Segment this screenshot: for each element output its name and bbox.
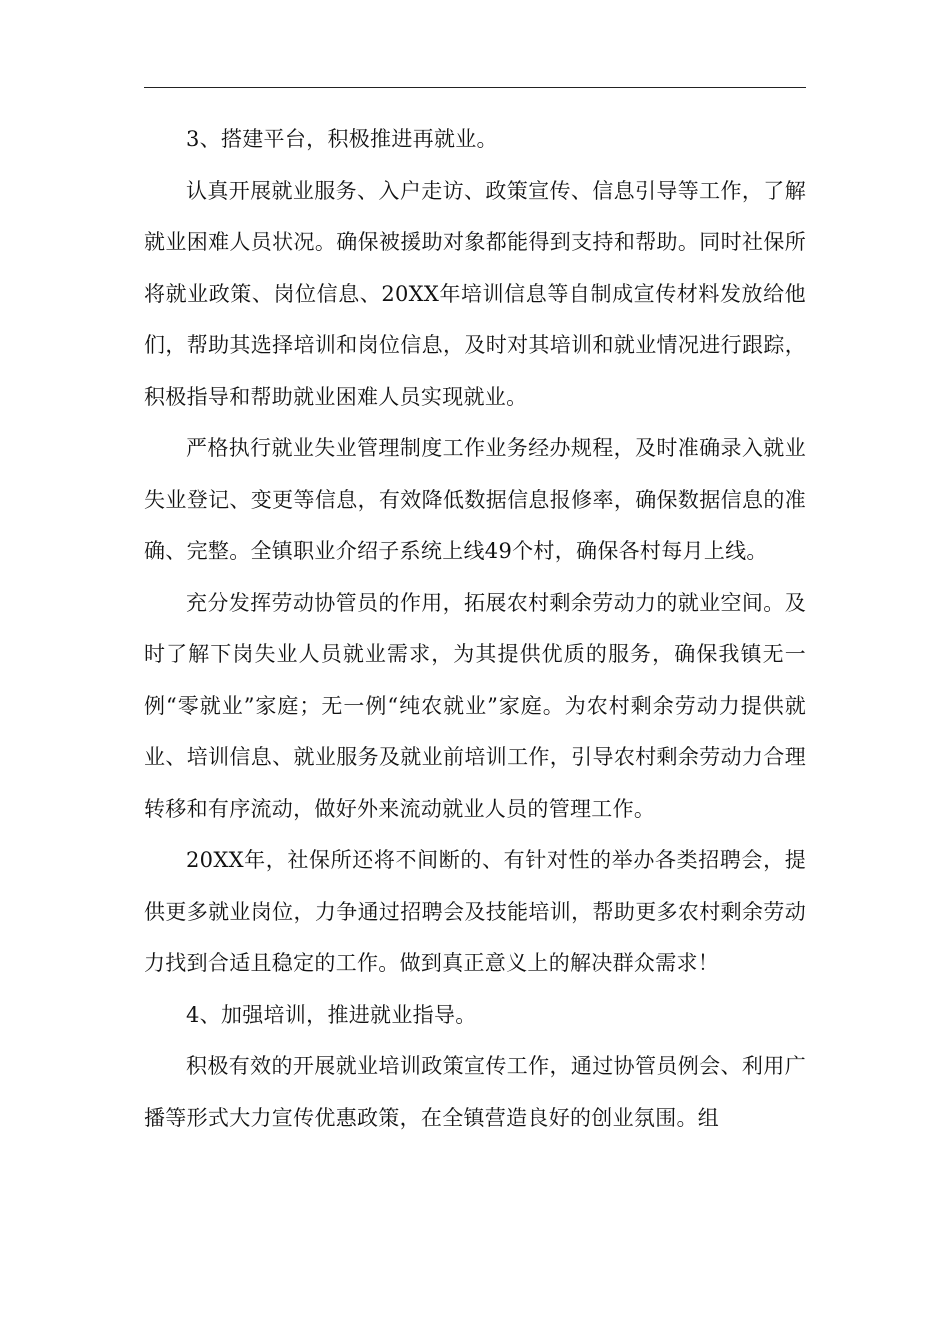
- section-heading-4: 4、加强培训，推进就业指导。: [186, 1002, 477, 1027]
- section-heading-3: 3、搭建平台，积极推进再就业。: [186, 127, 498, 151]
- paragraph-registration-management: 严格执行就业失业管理制度工作业务经办规程，及时准确录入就业失业登记、变更等信息，有效降低数据信息报修率，确保数据信息的准确、完整。全镇职业介绍子系统上线49个村，确保各村每月上线。: [144, 436, 806, 563]
- header-divider: [144, 87, 806, 88]
- paragraph-job-fairs: 20XX年，社保所还将不间断的、有针对性的举办各类招聘会，提供更多就业岗位，力争通过招聘会及技能培训，帮助更多农村剩余劳动力找到合适且稳定的工作。做到真正意义上的解决群众需求！: [144, 848, 806, 975]
- paragraph-labor-coordinators: 充分发挥劳动协管员的作用，拓展农村剩余劳动力的就业空间。及时了解下岗失业人员就业需求，为其提供优质的服务，确保我镇无一例“零就业”家庭；无一例“纯农就业”家庭。为农村剩余劳动力提供就业、培训信息、就业服务及就业前培训工作，引导农村剩余劳动力合理转移和有序流动，做好外来流动就业人员的管理工作。: [144, 590, 806, 821]
- paragraph-employment-services: 认真开展就业服务、入户走访、政策宣传、信息引导等工作，了解就业困难人员状况。确保被援助对象都能得到支持和帮助。同时社保所将就业政策、岗位信息、20XX年培训信息等自制成宣传材料发放给他们，帮助其选择培训和岗位信息，及时对其培训和就业情况进行跟踪，积极指导和帮助就业困难人员实现就业。: [144, 178, 806, 409]
- document-body: [144, 114, 806, 1144]
- paragraph-training-promotion: 积极有效的开展就业培训政策宣传工作，通过协管员例会、利用广播等形式大力宣传优惠政策，在全镇营造良好的创业氛围。组: [144, 1054, 806, 1130]
